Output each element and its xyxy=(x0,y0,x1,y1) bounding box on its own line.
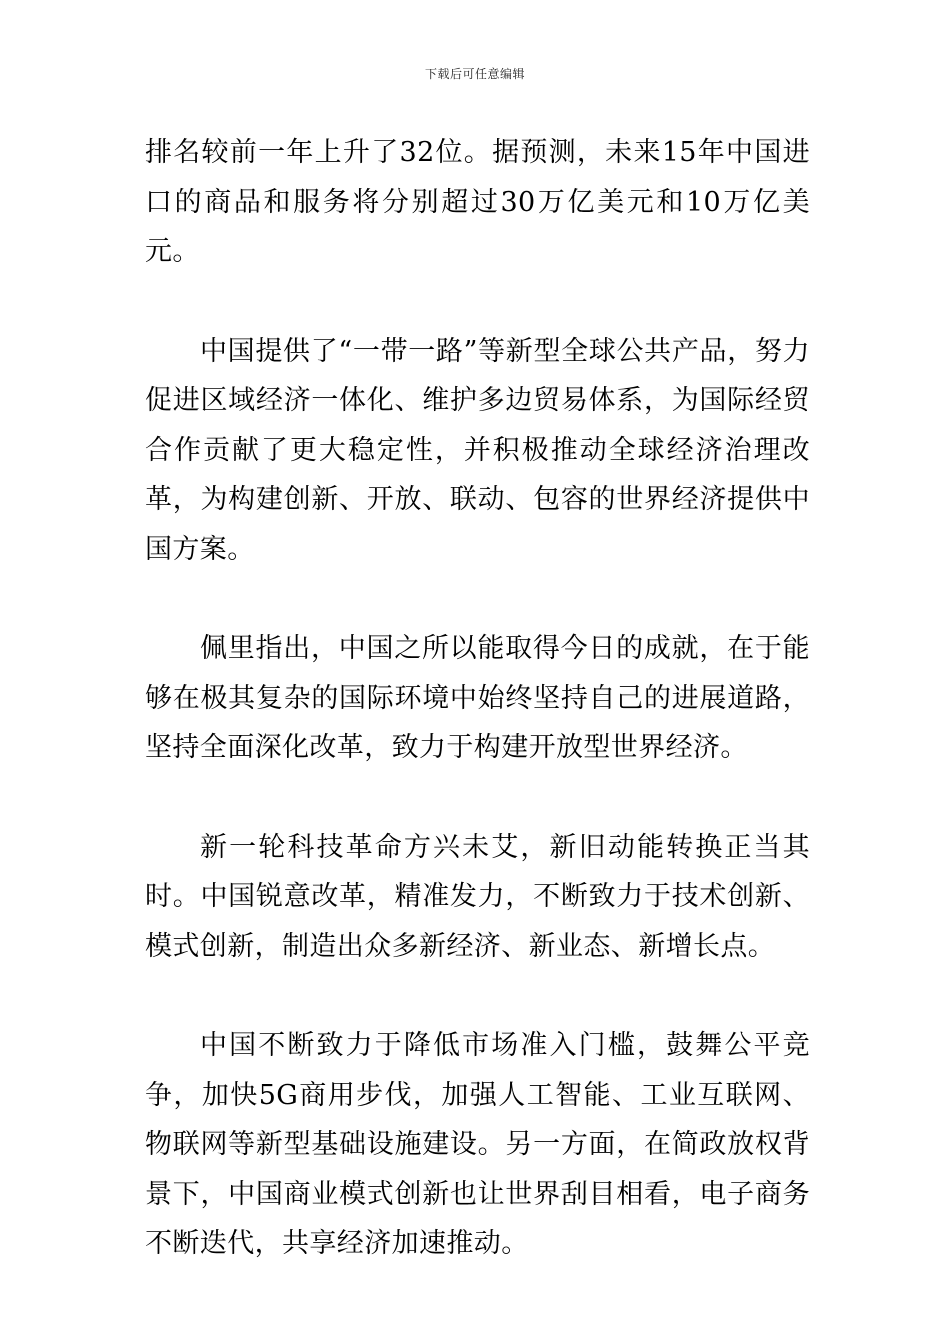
paragraph-gap xyxy=(145,773,810,823)
paragraph-market-access: 中国不断致力于降低市场准入门槛，鼓舞公平竞争，加快5G商用步伐，加强人工智能、工业互联网、物联网等新型基础设施建设。另一方面，在简政放权背景下，中国商业模式创新也让世界刮目相看，电子商务不断迭代，共享经济加速推动。 xyxy=(145,1030,810,1259)
document-body xyxy=(145,128,810,1269)
paragraph-tech-revolution: 新一轮科技革命方兴未艾，新旧动能转换正当其时。中国锐意改革，精准发力，不断致力于技术创新、模式创新，制造出众多新经济、新业态、新增长点。 xyxy=(145,831,810,962)
paragraph-gap xyxy=(145,971,810,1021)
paragraph-gap xyxy=(145,277,810,327)
paragraph-gap xyxy=(145,574,810,624)
paragraph-perry: 佩里指出，中国之所以能取得今日的成就，在于能够在极其复杂的国际环境中始终坚持自己的进展道路，坚持全面深化改革，致力于构建开放型世界经济。 xyxy=(145,633,810,763)
paragraph-belt-and-road: 中国提供了“一带一路”等新型全球公共产品，努力促进区域经济一体化、维护多边贸易体系，为国际经贸合作贡献了更大稳定性，并积极推动全球经济治理改革，为构建创新、开放、联动、包容的世界经济提供中国方案。 xyxy=(145,335,810,565)
page-header: 下载后可任意编辑 xyxy=(424,67,525,81)
paragraph-continuation: 排名较前一年上升了32位。据预测，未来15年中国进口的商品和服务将分别超过30万亿美元和10万亿美元。 xyxy=(145,137,810,267)
